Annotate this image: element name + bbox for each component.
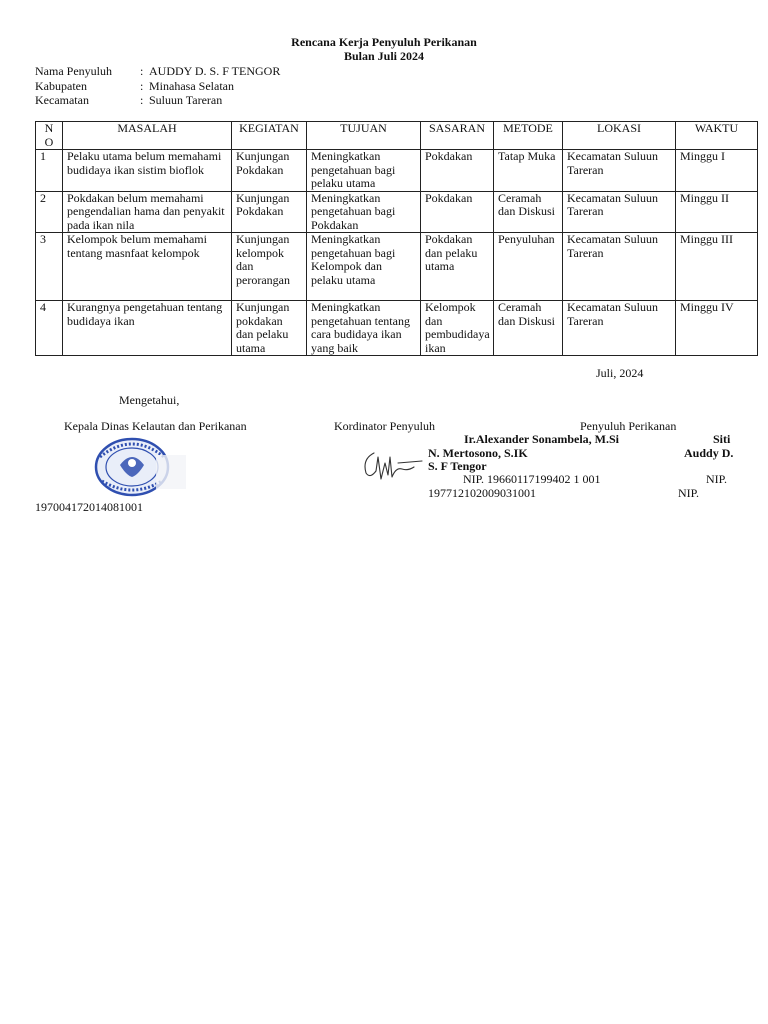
- name-alexander: Ir.Alexander Sonambela, M.Si: [464, 432, 620, 446]
- cell-metode: Ceramah dan Diskusi: [494, 191, 563, 233]
- table-header-row: [36, 122, 758, 150]
- header-sasaran: SASARAN: [421, 122, 494, 150]
- nip-label-right: NIP.: [706, 472, 728, 486]
- document-title: Rencana Kerja Penyuluh Perikanan: [291, 35, 477, 49]
- nip-label-mid: NIP.: [678, 486, 700, 500]
- cell-tujuan: Meningkatkan pengetahuan bagi pelaku utama: [307, 150, 421, 192]
- mengetahui-label: Mengetahui,: [119, 393, 180, 407]
- cell-metode: Penyuluhan: [494, 233, 563, 301]
- name-siti: Siti: [713, 432, 731, 446]
- header-metode: METODE: [494, 122, 563, 150]
- info-value-kabupaten: Minahasa Selatan: [149, 79, 234, 93]
- cell-kegiatan: Kunjungan Pokdakan: [232, 150, 307, 192]
- cell-lokasi: Kecamatan Suluun Tareran: [563, 191, 676, 233]
- name-mertosono: N. Mertosono, S.IK: [428, 446, 528, 460]
- nip-alexander: NIP. 19660117199402 1 001: [463, 472, 601, 486]
- table-row: [36, 301, 758, 356]
- cell-lokasi: Kecamatan Suluun Tareran: [563, 150, 676, 192]
- header-no: N O: [36, 122, 63, 150]
- nip-kepala-dinas: 197004172014081001: [35, 500, 143, 514]
- cell-lokasi: Kecamatan Suluun Tareran: [563, 301, 676, 356]
- info-label-nama: Nama Penyuluh: [35, 64, 112, 78]
- cell-lokasi: Kecamatan Suluun Tareran: [563, 233, 676, 301]
- nip-mertosono: 197712102009031001: [428, 486, 536, 500]
- cell-kegiatan: Kunjungan Pokdakan: [232, 191, 307, 233]
- cell-masalah: Pokdakan belum memahami pengendalian hama dan penyakit pada ikan nila: [63, 191, 232, 233]
- sign-date: Juli, 2024: [596, 366, 644, 380]
- cell-no: 1: [36, 150, 63, 192]
- header-masalah: MASALAH: [63, 122, 232, 150]
- cell-sasaran: Pokdakan: [421, 191, 494, 233]
- name-tengor: S. F Tengor: [428, 459, 487, 473]
- cell-waktu: Minggu III: [676, 233, 758, 301]
- info-label-kecamatan: Kecamatan: [35, 93, 89, 107]
- cell-waktu: Minggu I: [676, 150, 758, 192]
- cell-metode: Tatap Muka: [494, 150, 563, 192]
- work-plan-table: [35, 121, 758, 356]
- cell-no: 3: [36, 233, 63, 301]
- header-lokasi: LOKASI: [563, 122, 676, 150]
- info-colon: :: [140, 93, 144, 107]
- cell-no: 4: [36, 301, 63, 356]
- cell-metode: Ceramah dan Diskusi: [494, 301, 563, 356]
- name-auddy: Auddy D.: [684, 446, 734, 460]
- document-subtitle: Bulan Juli 2024: [343, 49, 425, 63]
- penyuluh-title: Penyuluh Perikanan: [580, 419, 677, 433]
- info-value-kecamatan: Suluun Tareran: [149, 93, 223, 107]
- table-row: [36, 150, 758, 192]
- cell-waktu: Minggu IV: [676, 301, 758, 356]
- handwritten-signature: [358, 445, 428, 485]
- cell-kegiatan: Kunjungan kelompok dan perorangan: [232, 233, 307, 301]
- header-kegiatan: KEGIATAN: [232, 122, 307, 150]
- cell-sasaran: Pokdakan dan pelaku utama: [421, 233, 494, 301]
- cell-masalah: Pelaku utama belum memahami budidaya ikan sistim bioflok: [63, 150, 232, 192]
- kordinator-title: Kordinator Penyuluh: [334, 419, 435, 433]
- cell-kegiatan: Kunjungan pokdakan dan pelaku utama: [232, 301, 307, 356]
- kepala-dinas-title: Kepala Dinas Kelautan dan Perikanan: [64, 419, 247, 433]
- cell-masalah: Kelompok belum memahami tentang masnfaat kelompok: [63, 233, 232, 301]
- cell-tujuan: Meningkatkan pengetahuan bagi Pokdakan: [307, 191, 421, 233]
- table-row: [36, 191, 758, 233]
- cell-tujuan: Meningkatkan pengetahuan bagi Kelompok dan pelaku utama: [307, 233, 421, 301]
- info-colon: :: [140, 79, 144, 93]
- cell-sasaran: Kelompok dan pembudidaya ikan: [421, 301, 494, 356]
- header-tujuan: TUJUAN: [307, 122, 421, 150]
- official-seal-stamp: [92, 435, 190, 497]
- cell-waktu: Minggu II: [676, 191, 758, 233]
- info-colon: :: [140, 64, 144, 78]
- cell-masalah: Kurangnya pengetahuan tentang budidaya ikan: [63, 301, 232, 356]
- cell-tujuan: Meningkatkan pengetahuan tentang cara budidaya ikan yang baik: [307, 301, 421, 356]
- table-row: [36, 233, 758, 301]
- header-waktu: WAKTU: [676, 122, 758, 150]
- cell-no: 2: [36, 191, 63, 233]
- info-value-nama: AUDDY D. S. F TENGOR: [149, 64, 281, 78]
- cell-sasaran: Pokdakan: [421, 150, 494, 192]
- info-label-kabupaten: Kabupaten: [35, 79, 87, 93]
